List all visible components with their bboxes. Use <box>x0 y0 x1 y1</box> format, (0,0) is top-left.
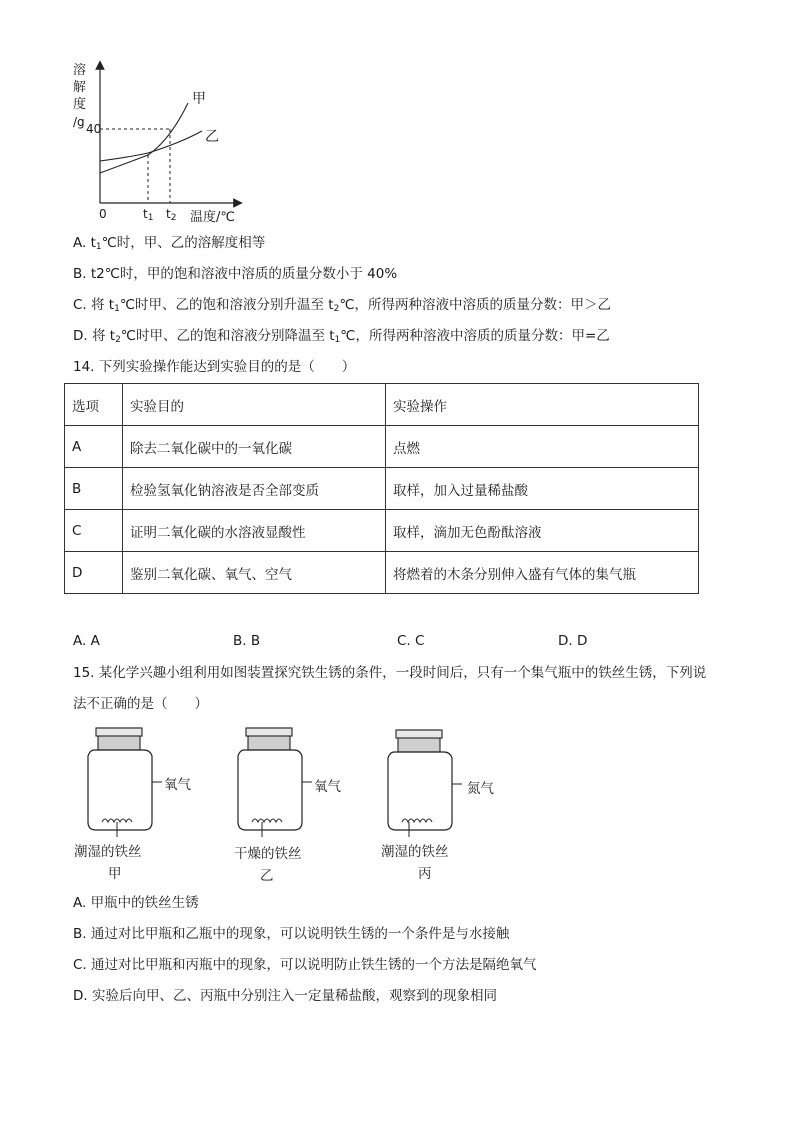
cell-option: D <box>65 552 123 594</box>
cell-operation: 点燃 <box>386 426 699 468</box>
cell-operation: 取样，滴加无色酚酞溶液 <box>386 510 699 552</box>
solubility-graph-svg <box>70 55 250 230</box>
table-row <box>65 468 699 510</box>
y-axis-unit: /g <box>73 115 85 129</box>
jar-bing-gas: 氮气 <box>467 781 494 797</box>
jar-jia-gas: 氧气 <box>164 777 191 793</box>
q15-stem-line2: 法不正确的是（ ） <box>73 696 208 712</box>
q13-option-d: D. 将 $t_2℃$时甲、乙的饱和溶液分别降温至 $t_1℃$，所得两种溶液中溶质的质量分数：甲=乙 <box>73 328 610 345</box>
cell-purpose: 鉴别二氧化碳、氧气、空气 <box>123 552 386 594</box>
table-row <box>65 426 699 468</box>
table-row <box>65 510 699 552</box>
q14-table <box>64 383 699 594</box>
header-purpose: 实验目的 <box>123 384 386 426</box>
q14-choice-b: B. B <box>233 633 261 649</box>
curve-jia-label: 甲 <box>192 91 206 107</box>
q15-option-c: C. 通过对比甲瓶和丙瓶中的现象，可以说明防止铁生锈的一个方法是隔绝氧气 <box>73 957 537 973</box>
cell-purpose: 证明二氧化碳的水溶液显酸性 <box>123 510 386 552</box>
x-tick-t2: $t_2$ <box>166 207 177 223</box>
jars-diagram <box>60 722 500 840</box>
cell-operation: 将燃着的木条分别伸入盛有气体的集气瓶 <box>386 552 699 594</box>
q13-option-b: B. t2℃时，甲的饱和溶液中溶质的质量分数小于 40% <box>73 266 398 282</box>
table-row <box>65 552 699 594</box>
x-tick-t1: $t_1$ <box>143 207 154 223</box>
header-option: 选项 <box>65 384 123 426</box>
q15-stem-line1: 15. 某化学兴趣小组利用如图装置探究铁生锈的条件，一段时间后，只有一个集气瓶中的铁丝生锈，下列说 <box>73 665 707 681</box>
jar-bing-wire: 潮湿的铁丝 <box>381 844 449 860</box>
jar-bing <box>388 730 462 837</box>
q14-choice-a: A. A <box>73 633 100 649</box>
curve-yi <box>100 131 202 161</box>
q14-choice-d: D. D <box>558 633 588 649</box>
header-operation: 实验操作 <box>386 384 699 426</box>
table-header-row <box>65 384 699 426</box>
q15-option-b: B. 通过对比甲瓶和乙瓶中的现象，可以说明铁生锈的一个条件是与水接触 <box>73 926 510 942</box>
jar-jia <box>88 728 162 837</box>
q15-option-a: A. 甲瓶中的铁丝生锈 <box>73 895 199 911</box>
curve-jia <box>100 103 188 173</box>
x-axis-label: 温度/℃ <box>190 210 235 225</box>
jar-jia-name: 甲 <box>108 866 122 882</box>
cell-option: C <box>65 510 123 552</box>
jar-yi-gas: 氧气 <box>314 779 341 795</box>
q14-stem: 14. 下列实验操作能达到实验目的的是（ ） <box>73 359 356 375</box>
cell-option: B <box>65 468 123 510</box>
jar-yi-wire: 干燥的铁丝 <box>234 846 302 862</box>
cell-purpose: 除去二氧化碳中的一氧化碳 <box>123 426 386 468</box>
y-axis-label: 溶 解 度 <box>73 63 87 112</box>
jar-yi-name: 乙 <box>260 868 274 884</box>
jar-yi <box>238 728 312 837</box>
y-tick-40: 40 <box>86 122 102 136</box>
curve-yi-label: 乙 <box>205 129 219 145</box>
cell-option: A <box>65 426 123 468</box>
q14-choice-c: C. C <box>397 633 425 649</box>
jar-jia-wire: 潮湿的铁丝 <box>74 844 142 860</box>
q13-option-a: A. $t_1℃$时，甲、乙的溶解度相等 <box>73 235 266 252</box>
q15-option-d: D. 实验后向甲、乙、丙瓶中分别注入一定量稀盐酸，观察到的现象相同 <box>73 988 497 1004</box>
cell-purpose: 检验氢氧化钠溶液是否全部变质 <box>123 468 386 510</box>
cell-operation: 取样，加入过量稀盐酸 <box>386 468 699 510</box>
q13-option-c: C. 将 $t_1℃$时甲、乙的饱和溶液分别升温至 $t_2℃$，所得两种溶液中溶质的质量分数：甲＞乙 <box>73 297 611 314</box>
jar-bing-name: 丙 <box>418 866 432 882</box>
origin-label: 0 <box>99 207 107 221</box>
